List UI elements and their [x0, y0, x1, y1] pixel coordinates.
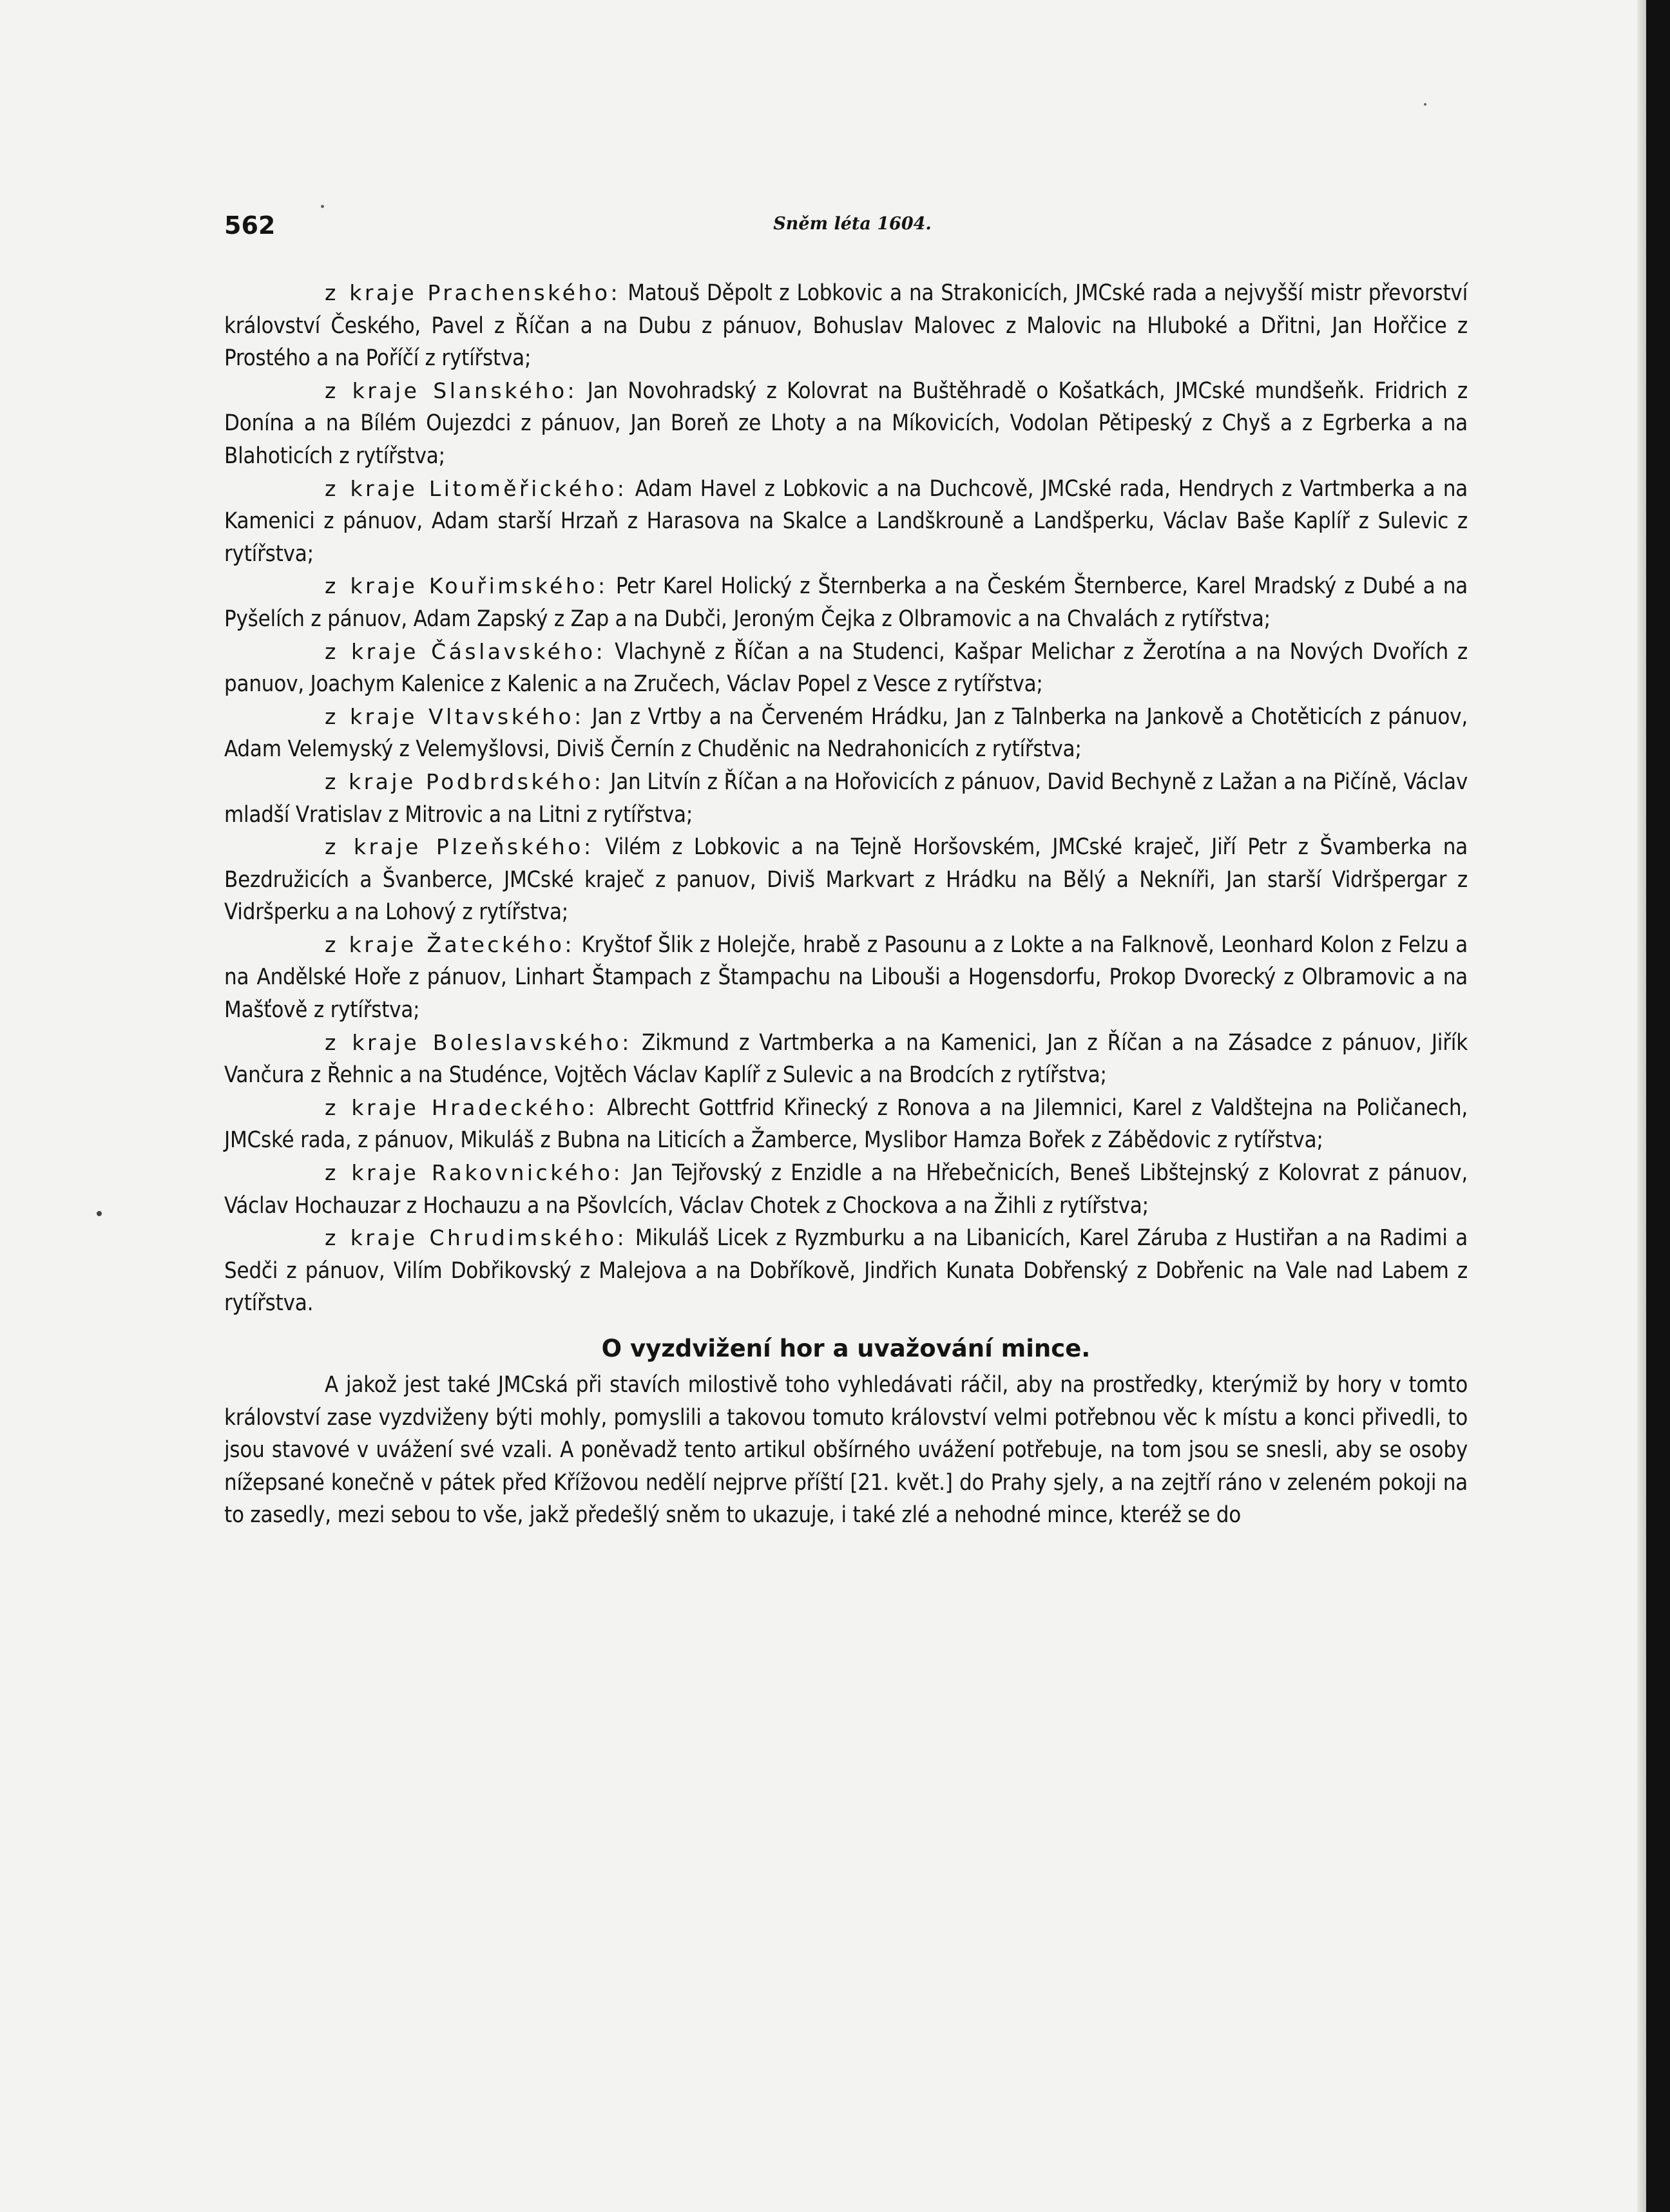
region-label: z kraje Plzeňského: — [325, 834, 594, 860]
scan-speck — [321, 205, 324, 208]
region-label: z kraje Kouřimského: — [325, 573, 608, 599]
region-label: z kraje Boleslavského: — [325, 1029, 632, 1055]
entry-text: Mikuláš Licek z Ryzmburku a na Libanicích, Karel Záruba z Hustiřan a na Radimi a Sedči z pánuov, Vilím Dobřikovský z Malejova a na Dobříkově, Jindřich Kunata Dobřenský z Dobřenic na Vale nad Labem z rytířstva. — [224, 1225, 1468, 1317]
entry-paragraph — [224, 1027, 1468, 1092]
running-head: Sněm léta 1604. — [773, 214, 932, 234]
entry-paragraph — [224, 701, 1468, 766]
entry-paragraph — [224, 929, 1468, 1027]
entry-text: Jan Novohradský z Kolovrat na Buštěhradě o Košatkách, JMCské mundšeňk. Fridrich z Donína a na Bílém Oujezdci z pánuov, Jan Boreň ze Lhoty a na Míkovicích, Vodolan Pětipeský z Chyš a z Egrberka a na Blahoticích z rytířstva; — [224, 377, 1468, 469]
entry-paragraph — [224, 473, 1468, 571]
entry-text: Vlachyně z Říčan a na Studenci, Kašpar Melichar z Žerotína a na Nových Dvořích z panuov, Joachym Kalenice z Kalenic a na Zručech, Václav Popel z Vesce z rytířstva; — [224, 638, 1468, 698]
entry-text: Kryštof Šlik z Holejče, hrabě z Pasounu a z Lokte a na Falknově, Leonhard Kolon z Felzu a na Andělské Hoře z pánuov, Linhart Štampach z Štampachu na Libouši a Hogensdorfu, Prokop Dvorecký z Olbramovic a na Mašťově z rytířstva; — [224, 931, 1468, 1024]
entry-text: Vilém z Lobkovic a na Tejně Horšovském, JMCské kraječ, Jiří Petr z Švamberka na Bezdružicích a Švanberce, JMCské kraječ z panuov, Diviš Markvart z Hrádku na Bělý a Nekníři, Jan starší Vidršpergar z Vidršperku a na Lohový z rytířstva; — [224, 834, 1468, 926]
region-label: z kraje Čáslavského: — [325, 638, 606, 664]
entry-paragraph — [224, 1222, 1468, 1320]
scan-border — [1646, 0, 1670, 2212]
region-label: z kraje Litoměřického: — [325, 475, 628, 501]
entry-text: Albrecht Gottfrid Křinecký z Ronova a na Jilemnici, Karel z Valdštejna na Poličanech, JMCské rada, z pánuov, Mikuláš z Bubna na Liticích a Žamberce, Myslibor Hamza Bořek z Zábědovic z rytířstva; — [224, 1094, 1468, 1154]
region-label: z kraje Vltavského: — [325, 703, 584, 729]
entry-text: Jan Litvín z Říčan a na Hořovicích z pánuov, David Bechyně z Lažan a na Pičíně, Václav mladší Vratislav z Mitrovic a na Litni z rytířstva; — [224, 768, 1468, 828]
entry-paragraph — [224, 1157, 1468, 1222]
scan-speck — [1424, 103, 1426, 106]
entry-text: Jan Tejřovský z Enzidle a na Hřebečnicích, Beneš Libštejnský z Kolovrat z pánuov, Václav Hochauzar z Hochauzu a na Pšovlcích, Václav Chotek z Chockova a na Žihli z rytířstva; — [224, 1160, 1468, 1219]
section-title: O vyzdvižení hor a uvažování mince. — [601, 1335, 1091, 1362]
entry-text: Adam Havel z Lobkovic a na Duchcově, JMCské rada, Hendrych z Vartmberka a na Kamenici z pánuov, Adam starší Hrzaň z Harasova na Skalce a Landškrouně a Landšperku, Václav Baše Kaplíř z Sulevic z rytířstva; — [224, 475, 1468, 567]
region-label: z kraje Slanského: — [325, 377, 578, 403]
entry-paragraph — [224, 766, 1468, 831]
entry-text: Petr Karel Holický z Šternberka a na Českém Šternberce, Karel Mradský z Dubé a na Pyšelích z pánuov, Adam Zapský z Zap a na Dubči, Jeroným Čejka z Olbramovic a na Chvalách z rytířstva; — [224, 573, 1468, 632]
entry-paragraph — [224, 831, 1468, 929]
page-header — [224, 211, 1481, 250]
page-number: 562 — [224, 211, 276, 240]
region-label: z kraje Chrudimského: — [325, 1225, 628, 1251]
entry-paragraph — [224, 375, 1468, 473]
entry-text: Matouš Děpolt z Lobkovic a na Strakonicích, JMCské rada a nejvyšší mistr převorství království Českého, Pavel z Říčan a na Dubu z pánuov, Bohuslav Malovec z Malovic na Hluboké a Dřitni, Jan Hořčice z Prostého a na Poříčí z rytířstva; — [224, 280, 1468, 372]
entry-paragraph — [224, 1092, 1468, 1157]
region-label: z kraje Podbrdského: — [325, 768, 604, 794]
entry-text: Jan z Vrtby a na Červeném Hrádku, Jan z Talnberka na Jankově a Chotěticích z pánuov, Adam Velemyský z Velemyšlovsi, Diviš Černín z Chuděnic na Nedrahonicích z rytířstva; — [224, 703, 1468, 763]
region-label: z kraje Žateckého: — [325, 931, 575, 957]
region-label: z kraje Prachenského: — [325, 280, 621, 305]
entry-paragraph — [224, 636, 1468, 701]
scan-shadow-edge — [1637, 0, 1646, 2212]
region-label: z kraje Hradeckého: — [325, 1094, 598, 1120]
entry-paragraph — [224, 277, 1468, 375]
region-label: z kraje Rakovnického: — [325, 1160, 624, 1186]
entry-paragraph — [224, 570, 1468, 635]
scan-speck — [97, 1211, 102, 1216]
section-paragraph: A jakož jest také JMCská při stavích milostivě toho vyhledávati ráčil, aby na prostředky, kterýmiž by hory v tomto království zase vyzdviženy býti mohly, pomyslili a takovou tomuto království velmi potřebnou věc k místu a konci přivedli, to jsou stavové v uvážení své vzali. A poněvadž tento artikul obšírného uvážení potřebuje, na tom jsou se snesli, aby se osoby nížepsané konečně v pátek před Křížovou nedělí nejprve příští [21. květ.] do Prahy sjely, a na zejtří ráno v zeleném pokoji na to zasedly, mezi sebou to vše, jakž předešlý sněm to ukazuje, i také zlé a nehodné mince, kteréž se do — [224, 1372, 1468, 1529]
text-block — [224, 277, 1468, 1532]
entry-text: Zikmund z Vartmberka a na Kamenici, Jan z Říčan a na Zásadce z pánuov, Jiřík Vančura z Řehnic a na Studénce, Vojtěch Václav Kaplíř z Sulevic a na Brodcích z rytířstva; — [224, 1029, 1468, 1089]
